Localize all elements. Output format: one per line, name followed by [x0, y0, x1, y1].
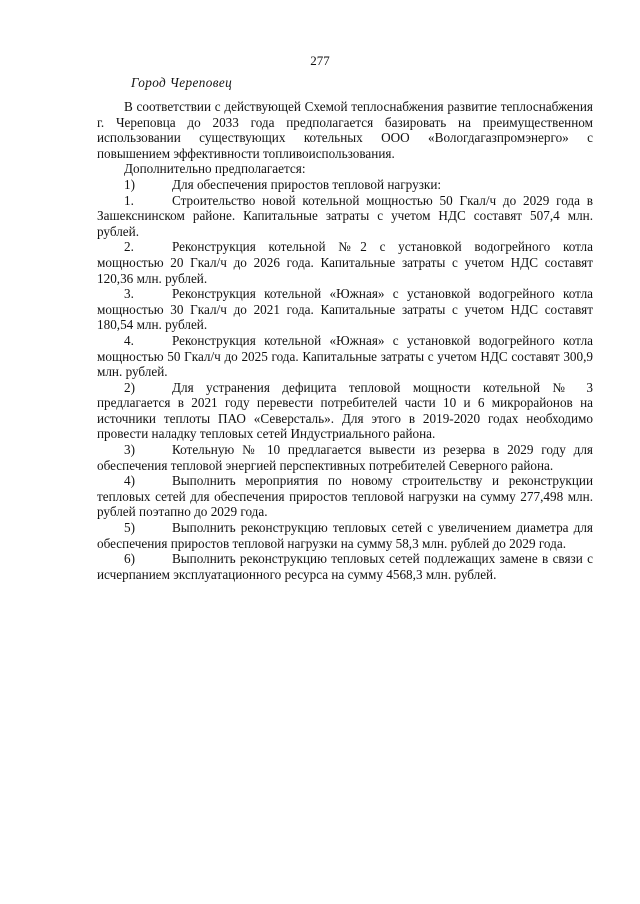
section-text: Выполнить мероприятия по новому строительству и реконструкции тепловых сетей для обеспечения приростов тепловой нагрузки на сумму 277,498 млн. рублей поэтапно до 2029 года. [97, 473, 593, 520]
item-text: Реконструкция котельной «Южная» с установкой водогрейного котла мощностью 50 Гкал/ч до 2025 года. Капитальные затраты с учетом НДС составят 300,9 млн. рублей. [97, 332, 593, 380]
section-marker: 6) [124, 551, 135, 567]
section-marker: 4) [124, 473, 135, 489]
document-body [97, 99, 593, 582]
section-marker: 2) [124, 379, 135, 395]
section-marker: 5) [124, 520, 135, 536]
section-text: Для устранения дефицита тепловой мощности котельной № 3 предлагается в 2021 году перевести потребителей части 10 и 6 микрорайонов на источники теплоты ПАО «Северсталь». Для этого в 2019-2020 годах необходимо провести наладку тепловых сетей Индустриального района. [97, 379, 593, 442]
item-marker: 3. [124, 286, 134, 302]
item-marker: 4. [124, 332, 134, 348]
section-1-title: Для обеспечения приростов тепловой нагрузки: [172, 176, 442, 192]
section-marker: 3) [124, 442, 135, 458]
section-1-item [97, 286, 593, 333]
section-item [97, 442, 593, 473]
page-number: 277 [310, 53, 330, 68]
section-item [97, 380, 593, 442]
city-heading: Город Череповец [131, 75, 233, 90]
section-item [97, 520, 593, 551]
section-item [97, 473, 593, 520]
item-marker: 2. [124, 239, 134, 255]
item-text: Реконструкция котельной №2 с установкой водогрейного котла мощностью 20 Гкал/ч до 2026 года. Капитальные затраты с учетом НДС составят 120,36 млн. рублей. [97, 239, 593, 286]
section-1-heading [97, 177, 593, 193]
additional-label: Дополнительно предполагается: [124, 161, 306, 177]
intro-paragraph: В соответствии с действующей Схемой теплоснабжения развитие теплоснабжения г. Череповца до 2033 года предполагается базировать на преимущественном использовании существующих котельных ООО «Вологдагазпромэнерго» с повышением эффективности топливоиспользования. [97, 99, 593, 161]
section-1-item [97, 239, 593, 286]
item-marker: 1. [124, 192, 134, 208]
section-1-item [97, 193, 593, 240]
section-1-item [97, 333, 593, 380]
section-text: Котельную № 10 предлагается вывести из резерва в 2029 году для обеспечения тепловой энергией перспективных потребителей Северного района. [97, 442, 593, 473]
section-text: Выполнить реконструкцию тепловых сетей с увеличением диаметра для обеспечения приростов тепловой нагрузки на сумму 58,3 млн. рублей до 2029 года. [97, 520, 593, 551]
section-text: Выполнить реконструкцию тепловых сетей подлежащих замене в связи с исчерпанием эксплуатационного ресурса на сумму 4568,3 млн. рублей. [97, 551, 593, 582]
section-item [97, 551, 593, 582]
item-text: Строительство новой котельной мощностью 50 Гкал/ч до 2029 года в Зашекснинском районе. Капитальные затраты с учетом НДС составят 507,4 млн. рублей. [97, 192, 593, 239]
section-1-marker: 1) [124, 176, 135, 192]
item-text: Реконструкция котельной «Южная» с установкой водогрейного котла мощностью 30 Гкал/ч до 2021 года. Капитальные затраты с учетом НДС составят 180,54 млн. рублей. [97, 286, 593, 333]
